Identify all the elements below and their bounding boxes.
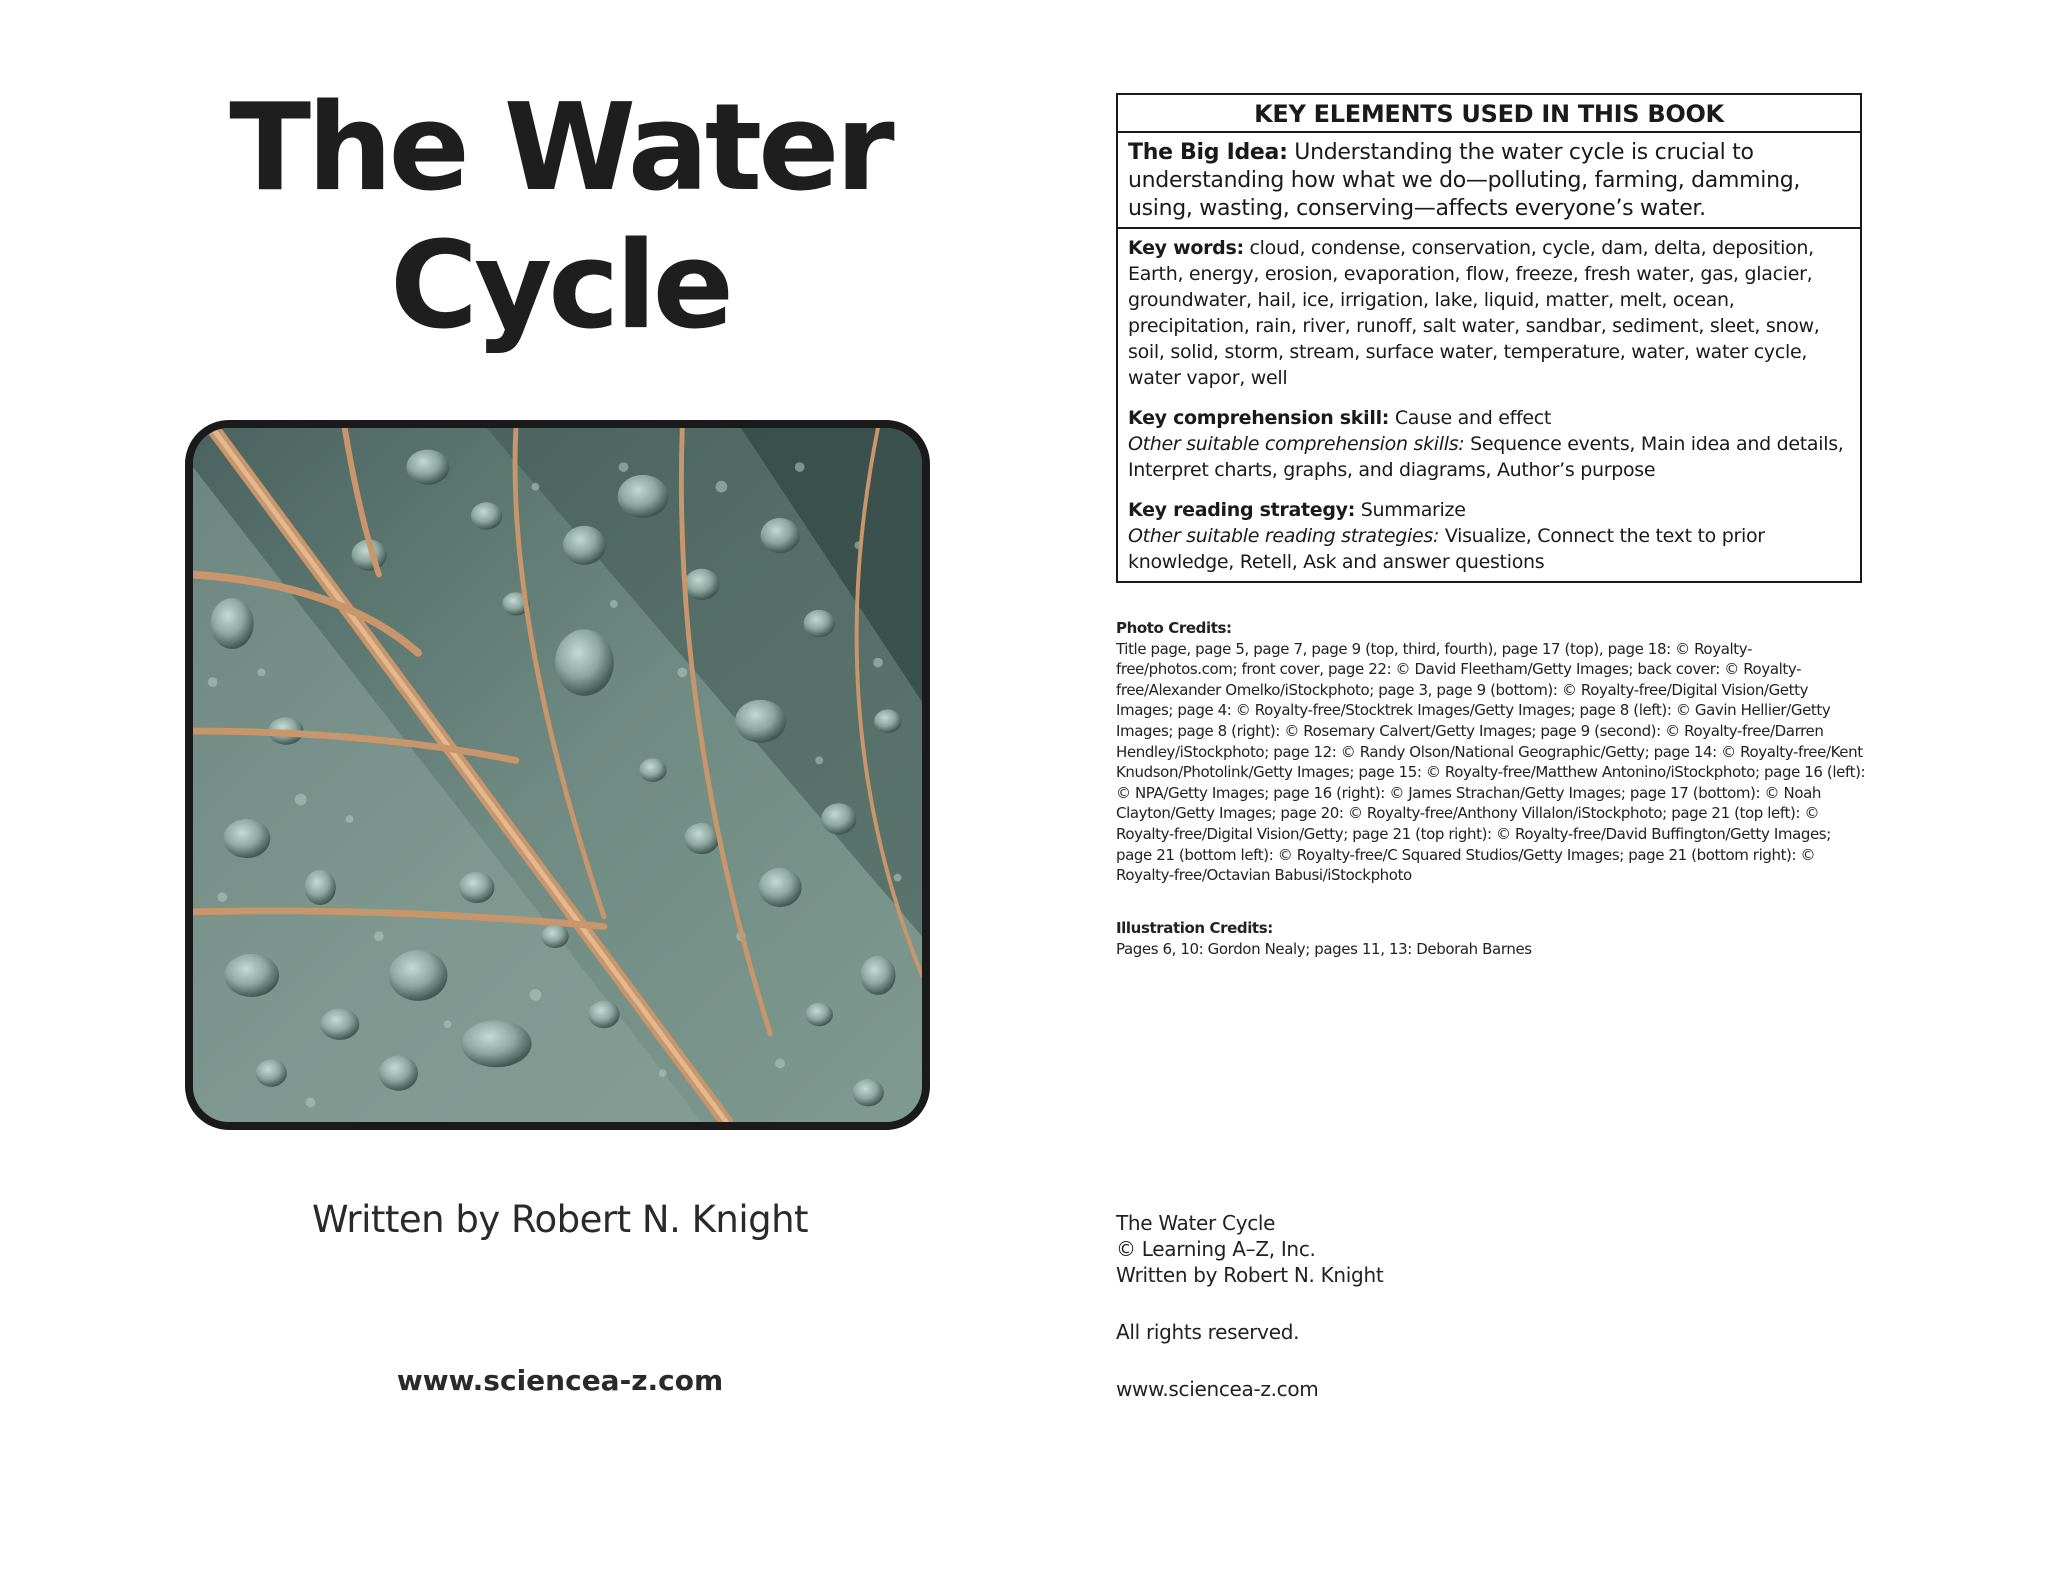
website-url: www.sciencea-z.com: [396, 1364, 724, 1397]
author-line: Written by Robert N. Knight: [311, 1198, 809, 1241]
comprehension-label: Key comprehension skill:: [1128, 407, 1390, 429]
other-reading-label: Other suitable reading strategies:: [1128, 525, 1440, 547]
key-elements-body: [1118, 229, 1860, 581]
reading-strategy-label: Key reading strategy:: [1128, 499, 1356, 521]
photo-credits-heading: Photo Credits:: [1116, 619, 1232, 637]
key-elements-box: [1116, 93, 1862, 583]
colophon-spacer-2: [1116, 1345, 1383, 1376]
key-words-label: Key words:: [1128, 237, 1244, 259]
other-reading-text: Visualize, Connect the text to prior knowledge, Retell, Ask and answer questions: [1128, 525, 1765, 573]
illustration-credits: [1116, 918, 1866, 959]
colophon: [1116, 1210, 1383, 1402]
photo-credits: [1116, 618, 1866, 886]
key-words-paragraph: [1128, 235, 1850, 391]
colophon-rights: All rights reserved.: [1116, 1320, 1300, 1344]
big-idea-label: The Big Idea:: [1128, 140, 1288, 165]
comprehension-text: Cause and effect: [1389, 407, 1552, 429]
illustration-credits-heading: Illustration Credits:: [1116, 919, 1273, 937]
book-title-line-1: The Water: [229, 79, 891, 218]
big-idea-text: Understanding the water cycle is crucial to understanding how what we do—polluting, farming, damming, using, wasting, conserving—affects everyone’s water.: [1128, 140, 1801, 221]
key-elements-header: KEY ELEMENTS USED IN THIS BOOK: [1118, 95, 1860, 133]
big-idea-section: [1118, 133, 1860, 229]
other-comprehension-label: Other suitable comprehension skills:: [1128, 433, 1465, 455]
colophon-copyright: © Learning A–Z, Inc.: [1116, 1237, 1316, 1261]
colophon-title: The Water Cycle: [1116, 1211, 1276, 1235]
colophon-spacer: [1116, 1288, 1383, 1319]
photo-credits-text: Title page, page 5, page 7, page 9 (top, third, fourth), page 17 (top), page 18: © Royalty-free/photos.com; front cover, page 22: © David Fleetham/Getty Images; back cover: © Royalty-free/Alexander Omelko/iStockphoto; page 3, page 9 (bottom): © Royalty-free/Digital Vision/Getty Images; page 4: © Royalty-free/Stocktrek Images/Getty Images; page 8 (left): © Gavin Hellier/Getty Images; page 8 (right): © Rosemary Calvert/Getty Images; page 9 (second): © Royalty-free/Darren Hendley/iStockphoto; page 12: © Randy Olson/National Geographic/Getty; page 14: © Royalty-free/Kent Knudson/Photolink/Getty Images; page 15: © Royalty-free/Matthew Antonino/iStockphoto; page 16 (left): © NPA/Getty Images; page 16 (right): © James Strachan/Getty Images; page 17 (bottom): © Noah Clayton/Getty Images; page 20: © Royalty-free/Anthony Villalon/iStockphoto; page 21 (top left): © Royalty-free/Digital Vision/Getty; page 21 (top right): © Royalty-free/David Buffington/Getty Images; page 21 (bottom left): © Royalty-free/C Squared Studios/Getty Images; page 21 (bottom right): © Royalty-free/Octavian Babusi/iStockphoto: [1116, 639, 1866, 885]
leaf-with-water-drops-illustration: [193, 428, 922, 1122]
colophon-author: Written by Robert N. Knight: [1116, 1263, 1384, 1287]
book-title: [160, 80, 960, 356]
book-title-line-2: Cycle: [390, 217, 730, 356]
colophon-website: www.sciencea-z.com: [1116, 1377, 1319, 1401]
reading-strategy-paragraph: [1128, 497, 1850, 575]
reading-strategy-text: Summarize: [1355, 499, 1466, 521]
comprehension-paragraph: [1128, 405, 1850, 483]
key-words-text: cloud, condense, conservation, cycle, dam, delta, deposition, Earth, energy, erosion, evaporation, flow, freeze, fresh water, gas, glacier, groundwater, hail, ice, irrigation, lake, liquid, matter, melt, ocean, precipitation, rain, river, runoff, salt water, sandbar, sediment, sleet, snow, soil, solid, storm, stream, surface water, temperature, water, water cycle, water vapor, well: [1128, 237, 1820, 389]
illustration-credits-text: Pages 6, 10: Gordon Nealy; pages 11, 13: Deborah Barnes: [1116, 939, 1532, 958]
other-comprehension-text: Sequence events, Main idea and details, Interpret charts, graphs, and diagrams, Author’s purpose: [1128, 433, 1844, 481]
cover-photo-dewy-leaf: [185, 420, 930, 1130]
